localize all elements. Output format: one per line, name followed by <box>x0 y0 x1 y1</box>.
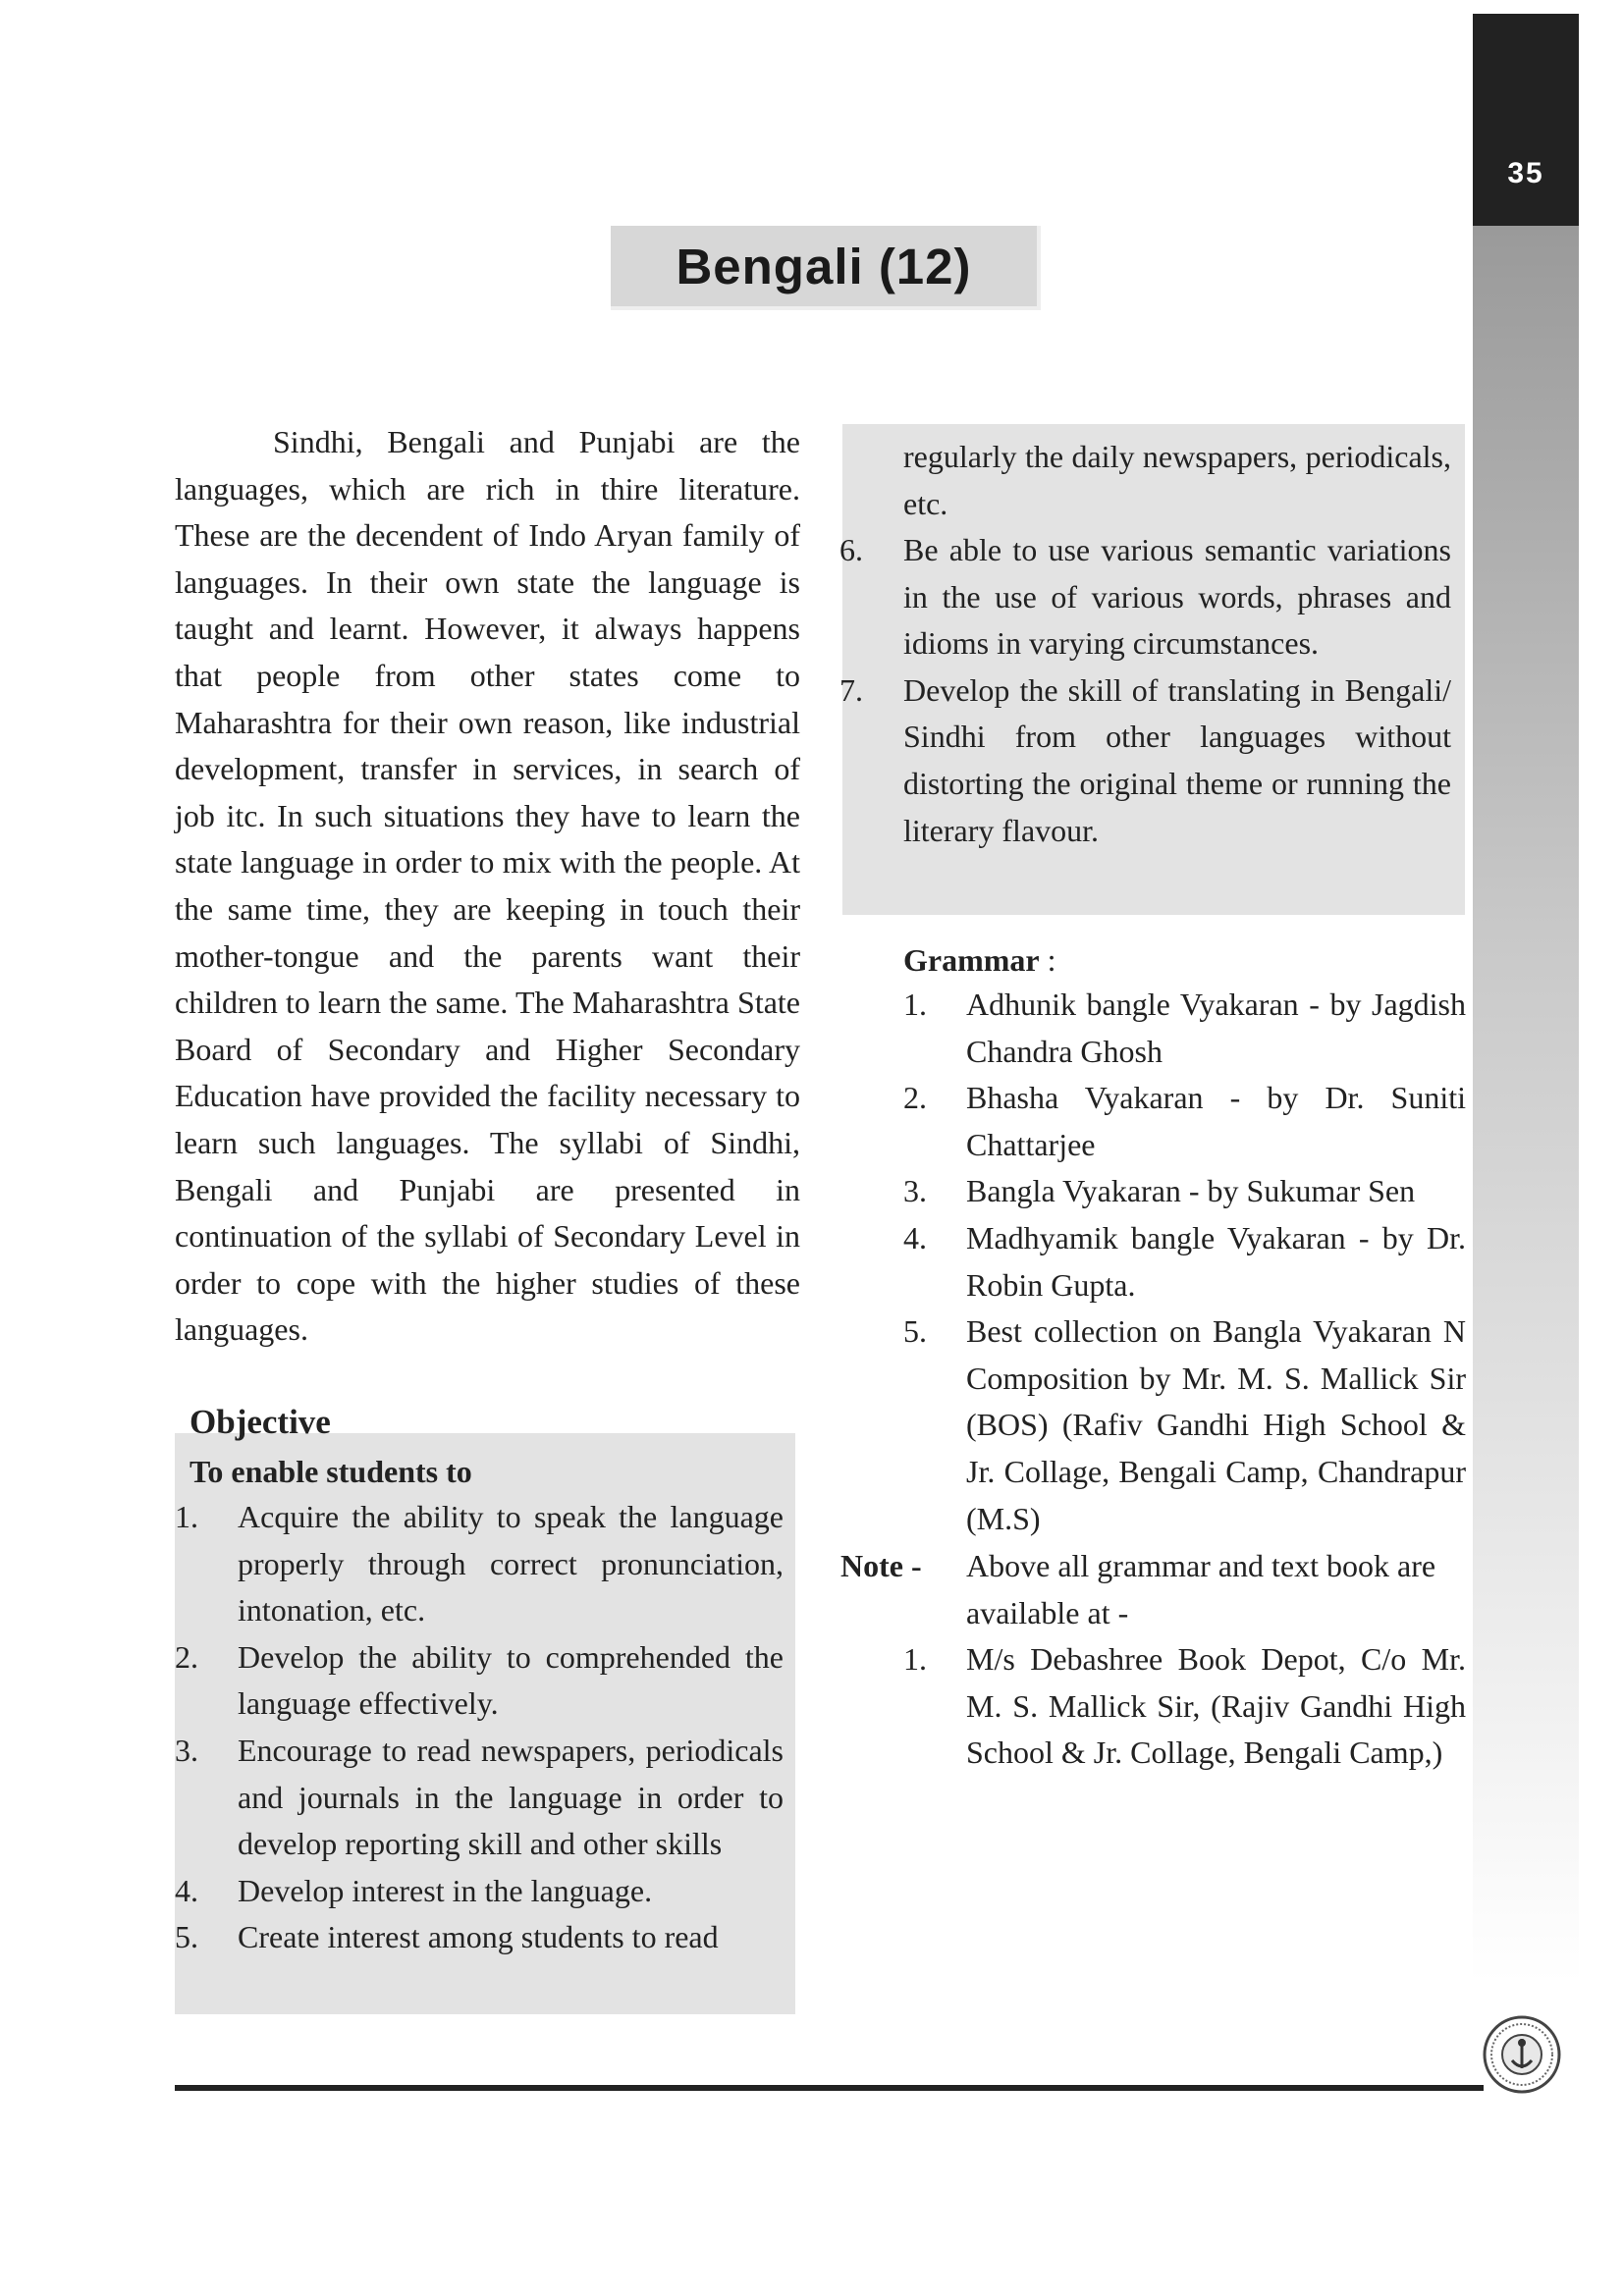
side-tab-gradient <box>1473 226 1579 1983</box>
note-text: Above all grammar and text book are available at - <box>966 1548 1436 1630</box>
objective-subheading: To enable students to <box>189 1454 472 1489</box>
intro-paragraph <box>175 419 800 1354</box>
grammar-heading-label: Grammar <box>903 942 1040 978</box>
list-item <box>175 1914 784 1961</box>
list-item <box>903 1075 1466 1168</box>
list-item-text: M/s Debashree Book Depot, C/o Mr. M. S. Mallick Sir, (Rajiv Gandhi High School & Jr. Collage, Bengali Camp,) <box>966 1641 1466 1771</box>
list-item-number: 2. <box>175 1638 198 1675</box>
list-item-text: Bangla Vyakaran - by Sukumar Sen <box>966 1173 1416 1209</box>
list-item <box>903 1215 1466 1308</box>
bottom-rule <box>175 2085 1484 2091</box>
list-item <box>839 667 1451 854</box>
list-item <box>903 982 1466 1075</box>
page-title: Bengali (12) <box>676 238 972 294</box>
list-item-number: 2. <box>903 1080 927 1116</box>
list-item <box>175 1868 784 1915</box>
list-item-text: Develop the skill of translating in Bengali/ Sindhi from other languages without distorting the original theme or running the literary flavour. <box>903 671 1451 848</box>
note-list <box>903 1636 1466 1777</box>
list-item-number: 1. <box>903 987 927 1022</box>
list-item-text: Be able to use various semantic variations in the use of various words, phrases and idioms in varying circumstances. <box>903 532 1451 662</box>
list-item <box>839 527 1451 667</box>
list-item-number: 1. <box>903 1641 927 1677</box>
board-emblem-icon <box>1481 2013 1563 2096</box>
list-item-number: 4. <box>175 1872 198 1908</box>
grammar-heading <box>903 937 1056 985</box>
list-item-number: 3. <box>903 1173 927 1209</box>
list-item <box>175 1634 784 1728</box>
list-item-text: Encourage to read newspapers, periodicals and journals in the language in order to develop reporting skill and other skills <box>238 1732 784 1862</box>
title-box <box>611 226 1041 310</box>
list-item <box>175 1728 784 1868</box>
grammar-heading-colon: : <box>1039 942 1056 978</box>
list-item <box>903 1308 1466 1542</box>
list-item-text: Madhyamik bangle Vyakaran - by Dr. Robin Gupta. <box>966 1219 1466 1303</box>
list-item-text: Develop the ability to comprehended the language effectively. <box>238 1638 784 1722</box>
list-item <box>903 1168 1466 1215</box>
note-label: Note - <box>840 1548 922 1583</box>
intro-text: Sindhi, Bengali and Punjabi are the languages, which are rich in thire literature. These are the decendent of Indo Aryan family of languages. In their own state the language is taught and learnt. However, it always happens that people from other states come to Maharashtra for their own reason, like industrial development, transfer in services, in search of job itc. In such situations they have to learn the state language in order to mix with the people. At the same time, they are keeping in touch their mother-tongue and the parents want their children to learn the same. The Maharashtra State Board of Secondary and Higher Secondary Education have provided the facility necessary to learn such languages. The syllabi of Sindhi, Bengali and Punjabi are presented in continuation of the syllabi of Secondary Level in order to cope with the higher studies of these languages. <box>175 424 800 1348</box>
list-item-text: Best collection on Bangla Vyakaran N Composition by Mr. M. S. Mallick Sir (BOS) (Rafiv Gandhi High School & Jr. Collage, Bengali Camp, Chandrapur (M.S) <box>966 1313 1466 1536</box>
list-item-number: 7. <box>839 671 863 708</box>
list-item-number: 1. <box>175 1499 198 1534</box>
list-item-text: Develop interest in the language. <box>238 1872 653 1908</box>
list-item-text: Create interest among students to read <box>238 1919 719 1955</box>
list-item-number: 5. <box>175 1919 198 1955</box>
page-number: 35 <box>1507 157 1544 189</box>
list-item-text: Adhunik bangle Vyakaran - by Jagdish Chandra Ghosh <box>966 987 1466 1069</box>
list-item-number: 3. <box>175 1732 198 1768</box>
objective-heading: Objective <box>189 1403 331 1441</box>
side-tab <box>1473 14 1579 226</box>
grammar-list <box>903 982 1466 1542</box>
objective-continuation: regularly the daily newspapers, periodicals, etc. <box>903 439 1451 521</box>
list-item-text: Bhasha Vyakaran - by Dr. Suniti Chattarjee <box>966 1080 1466 1162</box>
objective-list <box>175 1494 784 1961</box>
list-item-text: Acquire the ability to speak the language properly through correct pronunciation, intonation, etc. <box>238 1499 784 1629</box>
objective-cont-list <box>839 527 1451 854</box>
list-item-number: 4. <box>903 1219 927 1255</box>
list-item <box>903 1636 1466 1777</box>
list-item-number: 6. <box>839 532 863 567</box>
list-item-number: 5. <box>903 1313 927 1350</box>
list-item <box>175 1494 784 1634</box>
